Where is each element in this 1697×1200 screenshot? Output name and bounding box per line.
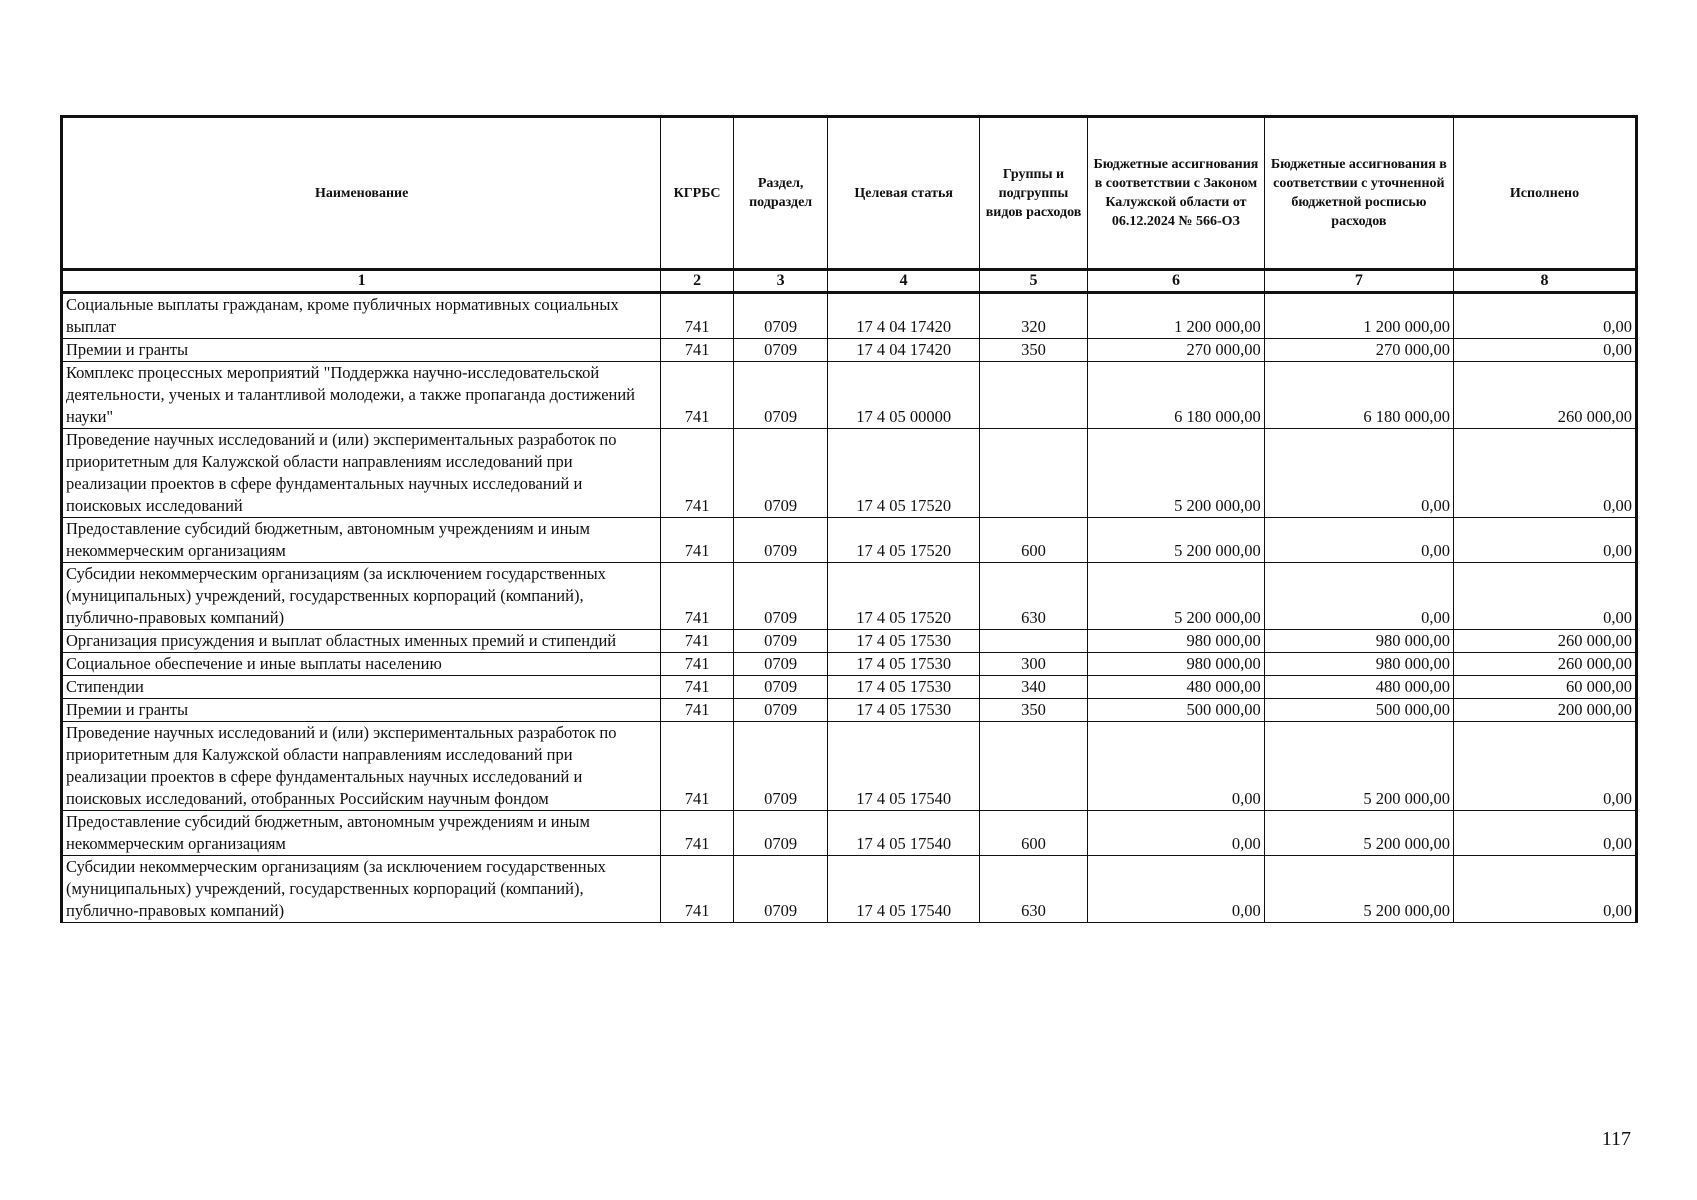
row-section: 0709 (733, 293, 828, 339)
row-name: Премии и гранты (62, 339, 661, 362)
row-name: Комплекс процессных мероприятий "Поддержка научно-исследовательской деятельности, ученых и талантливой молодежи, а также пропаганда достижений науки" (62, 362, 661, 429)
row-name: Премии и гранты (62, 699, 661, 722)
row-name: Стипендии (62, 676, 661, 699)
column-number: 2 (661, 270, 734, 293)
row-name: Организация присуждения и выплат областных именных премий и стипендий (62, 630, 661, 653)
row-law-allocation: 0,00 (1088, 856, 1265, 923)
table-row (62, 339, 1637, 362)
row-refined-allocation: 5 200 000,00 (1264, 722, 1453, 811)
row-refined-allocation: 270 000,00 (1264, 339, 1453, 362)
row-kgrbs: 741 (661, 653, 734, 676)
row-refined-allocation: 5 200 000,00 (1264, 856, 1453, 923)
row-law-allocation: 0,00 (1088, 811, 1265, 856)
row-expense-group (979, 429, 1087, 518)
row-refined-allocation: 980 000,00 (1264, 630, 1453, 653)
table-row (62, 676, 1637, 699)
row-law-allocation: 500 000,00 (1088, 699, 1265, 722)
column-number: 5 (979, 270, 1087, 293)
row-kgrbs: 741 (661, 699, 734, 722)
row-executed: 0,00 (1454, 563, 1637, 630)
header-refined-allocations: Бюджетные ассигнования в соответствии с уточненной бюджетной росписью расходов (1264, 117, 1453, 270)
row-refined-allocation: 1 200 000,00 (1264, 293, 1453, 339)
row-law-allocation: 980 000,00 (1088, 653, 1265, 676)
row-target-article: 17 4 04 17420 (828, 339, 979, 362)
row-law-allocation: 1 200 000,00 (1088, 293, 1265, 339)
row-expense-group: 630 (979, 856, 1087, 923)
table-header-row (62, 117, 1637, 270)
row-refined-allocation: 0,00 (1264, 429, 1453, 518)
row-refined-allocation: 500 000,00 (1264, 699, 1453, 722)
row-expense-group: 630 (979, 563, 1087, 630)
row-law-allocation: 6 180 000,00 (1088, 362, 1265, 429)
row-law-allocation: 270 000,00 (1088, 339, 1265, 362)
row-name: Проведение научных исследований и (или) экспериментальных разработок по приоритетным для Калужской области направлениям исследований при реализации проектов в сфере фундаментальных научных исследований и поисковых исследований (62, 429, 661, 518)
row-refined-allocation: 0,00 (1264, 518, 1453, 563)
row-section: 0709 (733, 676, 828, 699)
row-executed: 260 000,00 (1454, 362, 1637, 429)
row-executed: 0,00 (1454, 518, 1637, 563)
row-section: 0709 (733, 630, 828, 653)
row-name: Социальные выплаты гражданам, кроме публичных нормативных социальных выплат (62, 293, 661, 339)
row-target-article: 17 4 05 17520 (828, 518, 979, 563)
table-row (62, 362, 1637, 429)
row-kgrbs: 741 (661, 563, 734, 630)
row-name: Социальное обеспечение и иные выплаты населению (62, 653, 661, 676)
row-expense-group: 600 (979, 518, 1087, 563)
column-number: 1 (62, 270, 661, 293)
page-number: 117 (1601, 1128, 1631, 1150)
table-row (62, 293, 1637, 339)
table-row (62, 856, 1637, 923)
row-target-article: 17 4 05 17530 (828, 699, 979, 722)
header-executed: Исполнено (1454, 117, 1637, 270)
row-section: 0709 (733, 856, 828, 923)
row-refined-allocation: 980 000,00 (1264, 653, 1453, 676)
row-section: 0709 (733, 339, 828, 362)
row-section: 0709 (733, 653, 828, 676)
row-kgrbs: 741 (661, 676, 734, 699)
row-expense-group (979, 630, 1087, 653)
row-target-article: 17 4 05 17520 (828, 563, 979, 630)
row-law-allocation: 5 200 000,00 (1088, 518, 1265, 563)
header-kgrbs: КГРБС (661, 117, 734, 270)
row-refined-allocation: 6 180 000,00 (1264, 362, 1453, 429)
row-expense-group (979, 722, 1087, 811)
table-row (62, 699, 1637, 722)
row-target-article: 17 4 04 17420 (828, 293, 979, 339)
row-executed: 0,00 (1454, 856, 1637, 923)
row-executed: 0,00 (1454, 722, 1637, 811)
row-target-article: 17 4 05 00000 (828, 362, 979, 429)
row-expense-group: 600 (979, 811, 1087, 856)
row-name: Предоставление субсидий бюджетным, автономным учреждениям и иным некоммерческим организациям (62, 811, 661, 856)
column-number: 6 (1088, 270, 1265, 293)
row-expense-group: 350 (979, 339, 1087, 362)
table-row (62, 811, 1637, 856)
column-number: 7 (1264, 270, 1453, 293)
row-name: Субсидии некоммерческим организациям (за исключением государственных (муниципальных) учреждений, государственных корпораций (компаний), публично-правовых компаний) (62, 563, 661, 630)
row-kgrbs: 741 (661, 362, 734, 429)
table-row (62, 722, 1637, 811)
row-name: Субсидии некоммерческим организациям (за исключением государственных (муниципальных) учреждений, государственных корпораций (компаний), публично-правовых компаний) (62, 856, 661, 923)
row-kgrbs: 741 (661, 339, 734, 362)
row-target-article: 17 4 05 17520 (828, 429, 979, 518)
row-name: Проведение научных исследований и (или) экспериментальных разработок по приоритетным для Калужской области направлениям исследований при реализации проектов в сфере фундаментальных научных исследований и поисковых исследований, отобранных Российским научным фондом (62, 722, 661, 811)
row-section: 0709 (733, 429, 828, 518)
row-target-article: 17 4 05 17530 (828, 653, 979, 676)
column-number: 4 (828, 270, 979, 293)
table-row (62, 429, 1637, 518)
table-row (62, 518, 1637, 563)
row-target-article: 17 4 05 17540 (828, 811, 979, 856)
table-row (62, 653, 1637, 676)
row-law-allocation: 5 200 000,00 (1088, 563, 1265, 630)
row-kgrbs: 741 (661, 630, 734, 653)
row-executed: 60 000,00 (1454, 676, 1637, 699)
row-section: 0709 (733, 518, 828, 563)
row-kgrbs: 741 (661, 293, 734, 339)
row-executed: 260 000,00 (1454, 630, 1637, 653)
row-target-article: 17 4 05 17530 (828, 676, 979, 699)
header-name: Наименование (62, 117, 661, 270)
table-row (62, 563, 1637, 630)
row-refined-allocation: 480 000,00 (1264, 676, 1453, 699)
row-refined-allocation: 0,00 (1264, 563, 1453, 630)
row-target-article: 17 4 05 17530 (828, 630, 979, 653)
row-expense-group: 340 (979, 676, 1087, 699)
row-executed: 260 000,00 (1454, 653, 1637, 676)
column-number-row (62, 270, 1637, 293)
row-executed: 0,00 (1454, 811, 1637, 856)
row-kgrbs: 741 (661, 722, 734, 811)
column-number: 3 (733, 270, 828, 293)
row-expense-group: 350 (979, 699, 1087, 722)
row-name: Предоставление субсидий бюджетным, автономным учреждениям и иным некоммерческим организациям (62, 518, 661, 563)
row-kgrbs: 741 (661, 518, 734, 563)
header-target-article: Целевая статья (828, 117, 979, 270)
row-section: 0709 (733, 699, 828, 722)
header-expense-groups: Группы и подгруппы видов расходов (979, 117, 1087, 270)
row-section: 0709 (733, 722, 828, 811)
row-kgrbs: 741 (661, 429, 734, 518)
row-law-allocation: 0,00 (1088, 722, 1265, 811)
row-law-allocation: 480 000,00 (1088, 676, 1265, 699)
row-expense-group (979, 362, 1087, 429)
budget-table (60, 115, 1638, 923)
row-executed: 0,00 (1454, 293, 1637, 339)
row-refined-allocation: 5 200 000,00 (1264, 811, 1453, 856)
header-law-allocations: Бюджетные ассигнования в соответствии с Законом Калужской области от 06.12.2024 № 566-ОЗ (1088, 117, 1265, 270)
table-row (62, 630, 1637, 653)
row-executed: 200 000,00 (1454, 699, 1637, 722)
row-kgrbs: 741 (661, 811, 734, 856)
row-section: 0709 (733, 362, 828, 429)
row-executed: 0,00 (1454, 429, 1637, 518)
row-target-article: 17 4 05 17540 (828, 856, 979, 923)
row-kgrbs: 741 (661, 856, 734, 923)
row-target-article: 17 4 05 17540 (828, 722, 979, 811)
row-section: 0709 (733, 563, 828, 630)
row-expense-group: 320 (979, 293, 1087, 339)
row-executed: 0,00 (1454, 339, 1637, 362)
row-expense-group: 300 (979, 653, 1087, 676)
row-law-allocation: 980 000,00 (1088, 630, 1265, 653)
row-law-allocation: 5 200 000,00 (1088, 429, 1265, 518)
row-section: 0709 (733, 811, 828, 856)
column-number: 8 (1454, 270, 1637, 293)
header-section: Раздел, подраздел (733, 117, 828, 270)
